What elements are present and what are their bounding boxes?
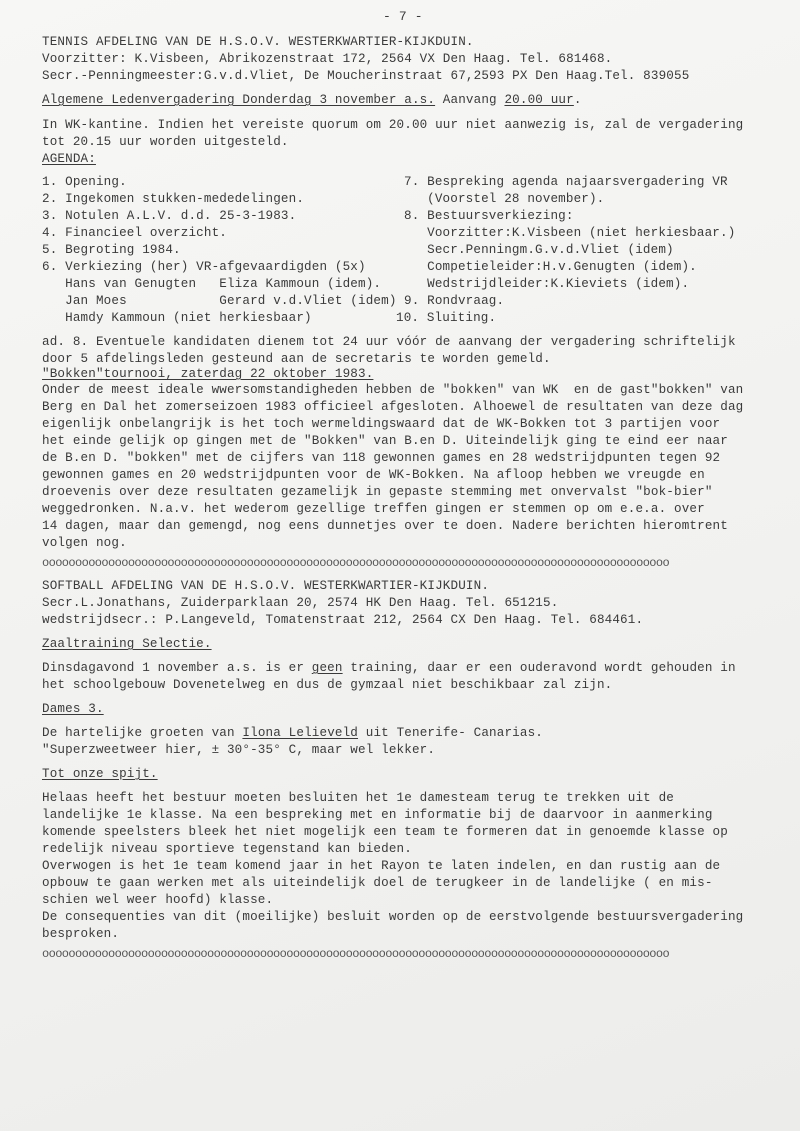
agenda-right-item: 9. Rondvraag.: [404, 294, 505, 308]
agenda-left-item: 5. Begroting 1984.: [42, 243, 181, 257]
tournament-line: Onder de meest ideale wwersomstandigheden hebben de "bokken" van WK en de gast"bokken" van: [42, 383, 744, 397]
tournament-line: eigenlijk onbelangrijk is het toch wermeldingswaard dat de WK-Bokken tot 3 partijen voor: [42, 417, 721, 431]
meeting-time: 20.00 uur: [504, 93, 574, 107]
spijt-line: redelijk niveau sportieve tegenstand kan bieden.: [42, 842, 412, 856]
meeting-line-1: In WK-kantine. Indien het vereiste quorum om 20.00 uur niet aanwezig is, zal de vergadering: [42, 118, 744, 132]
ad8-line-1: ad. 8. Eventuele kandidaten dienem tot 24 uur vóór de aanvang der vergadering schriftelijk: [42, 335, 736, 349]
section-separator: ooooooooooooooooooooooooooooooooooooooooooooooooooooooooooooooooooooooooooooooooooooooooooooooo: [42, 556, 670, 570]
tennis-secretary: Secr.-Penningmeester:G.v.d.Vliet, De Moucherinstraat 67,2593 PX Den Haag.Tel. 839055: [42, 69, 690, 83]
dames-text: De hartelijke groeten van: [42, 726, 243, 740]
tournament-line: weggedronken. N.a.v. het wederom gezellige treffen gingen er stemmen op om e.e.a. over: [42, 502, 705, 516]
training-line-1: [42, 660, 736, 677]
dames-text: uit Tenerife- Canarias.: [358, 726, 544, 740]
tournament-line: volgen nog.: [42, 536, 127, 550]
training-line-2: het schoolgebouw Dovenetelweg en dus de gymzaal niet beschikbaar zal zijn.: [42, 678, 613, 692]
training-text: Dinsdagavond 1 november a.s. is er: [42, 661, 312, 675]
tennis-header: TENNIS AFDELING VAN DE H.S.O.V. WESTERKWARTIER-KIJKDUIN.: [42, 35, 474, 49]
agenda-right-item: Wedstrijdleider:K.Kieviets (idem).: [404, 277, 690, 291]
tournament-line: droevenis over deze resultaten gezamelijk in gepaste stemming met onvervalst "bok-bier": [42, 485, 713, 499]
spijt-title: Tot onze spijt.: [42, 767, 158, 781]
softball-secretary: Secr.L.Jonathans, Zuiderparklaan 20, 2574 HK Den Haag. Tel. 651215.: [42, 596, 559, 610]
softball-match-secretary: wedstrijdsecr.: P.Langeveld, Tomatenstraat 212, 2564 CX Den Haag. Tel. 684461.: [42, 613, 644, 627]
agenda-left-item: Jan Moes Gerard v.d.Vliet (idem): [42, 294, 397, 308]
tournament-title: "Bokken"tournooi, zaterdag 22 oktober 1983.: [42, 367, 374, 381]
agenda-right-item: Secr.Penningm.G.v.d.Vliet (idem): [404, 243, 674, 257]
agenda-label: AGENDA:: [42, 152, 96, 166]
section-separator: ooooooooooooooooooooooooooooooooooooooooooooooooooooooooooooooooooooooooooooooooooooooooooooooo: [42, 947, 670, 961]
dames-line-2: "Superzweetweer hier, ± 30°-35° C, maar wel lekker.: [42, 743, 436, 757]
agenda-right-item: 10. Sluiting.: [396, 311, 497, 325]
training-title: Zaaltraining Selectie.: [42, 637, 212, 651]
agenda-left-item: Hans van Genugten Eliza Kammoun (idem).: [42, 277, 382, 291]
agenda-left-item: Hamdy Kammoun (niet herkiesbaar): [42, 311, 312, 325]
agenda-left-item: 3. Notulen A.L.V. d.d. 25-3-1983.: [42, 209, 297, 223]
dames-title: Dames 3.: [42, 702, 104, 716]
spijt-line: Helaas heeft het bestuur moeten besluiten het 1e damesteam terug te trekken uit de: [42, 791, 675, 805]
tournament-line: 14 dagen, maar dan gemengd, nog eens dunnetjes over te doen. Nadere berichten hieromtrent: [42, 519, 728, 533]
meeting-line-2: tot 20.15 uur worden uitgesteld.: [42, 135, 289, 149]
tournament-line: Berg en Dal het zomerseizoen 1983 officieel afgesloten. Alhoewel de resultaten van deze dag: [42, 400, 744, 414]
agenda-right-item: Competieleider:H.v.Genugten (idem).: [404, 260, 697, 274]
ad8-line-2: door 5 afdelingsleden gesteund aan de secretaris te worden gemeld.: [42, 352, 551, 366]
meeting-title: [42, 92, 582, 109]
agenda-left-item: 6. Verkiezing (her) VR-afgevaardigden (5x): [42, 260, 366, 274]
tournament-line: de B.en D. "bokken" met de cijfers van 118 gewonnen games en 28 wedstrijdpunten tegen 92: [42, 451, 721, 465]
agenda-right-item: 8. Bestuursverkiezing:: [404, 209, 574, 223]
agenda-right-item: Voorzitter:K.Visbeen (niet herkiesbaar.): [404, 226, 736, 240]
tournament-line: gewonnen games en 20 wedstrijdpunten voor de WK-Bokken. Na afloop hebben we vreugde en: [42, 468, 705, 482]
tennis-chair: Voorzitter: K.Visbeen, Abrikozenstraat 172, 2564 VX Den Haag. Tel. 681468.: [42, 52, 613, 66]
spijt-line: opbouw te gaan werken met als uiteindelijk doel de terugkeer in de landelijke ( en mis-: [42, 876, 713, 890]
dames-line-1: [42, 725, 543, 742]
training-text: training, daar er een ouderavond wordt gehouden in: [342, 661, 736, 675]
spijt-line: Overwogen is het 1e team komend jaar in het Rayon te laten indelen, en dan rustig aan de: [42, 859, 721, 873]
page-number: - 7 -: [383, 9, 423, 24]
meeting-title-end: .: [573, 93, 582, 107]
agenda-right-item: 7. Bespreking agenda najaarsvergadering VR: [404, 175, 728, 189]
training-emphasis: geen: [311, 661, 343, 675]
agenda-left-item: 2. Ingekomen stukken-mededelingen.: [42, 192, 305, 206]
agenda-left-item: 1. Opening.: [42, 175, 127, 189]
spijt-line: besproken.: [42, 927, 120, 941]
spijt-line: landelijke 1e klasse. Na een bespreking met en informatie bij de daarvoor in aanmerking: [42, 808, 713, 822]
spijt-line: komende speelsters bleek het niet mogelijk een team te formeren dat in genoemde klasse op: [42, 825, 728, 839]
dames-person-name: Ilona Lelieveld: [242, 726, 359, 740]
agenda-right-item: (Voorstel 28 november).: [404, 192, 605, 206]
meeting-title-main: Algemene Ledenvergadering Donderdag 3 november a.s.: [42, 93, 436, 107]
agenda-left-item: 4. Financieel overzicht.: [42, 226, 227, 240]
softball-header: SOFTBALL AFDELING VAN DE H.S.O.V. WESTERKWARTIER-KIJKDUIN.: [42, 579, 490, 593]
spijt-line: schien wel weer hoofd) klasse.: [42, 893, 274, 907]
spijt-line: De consequenties van dit (moeilijke) besluit worden op de eerstvolgende bestuursvergadering: [42, 910, 744, 924]
meeting-start-label: Aanvang: [435, 93, 505, 107]
tournament-line: het einde gelijk op gingen met de "Bokken" van B.en D. Uiteindelijk ging te eind eer naar: [42, 434, 728, 448]
